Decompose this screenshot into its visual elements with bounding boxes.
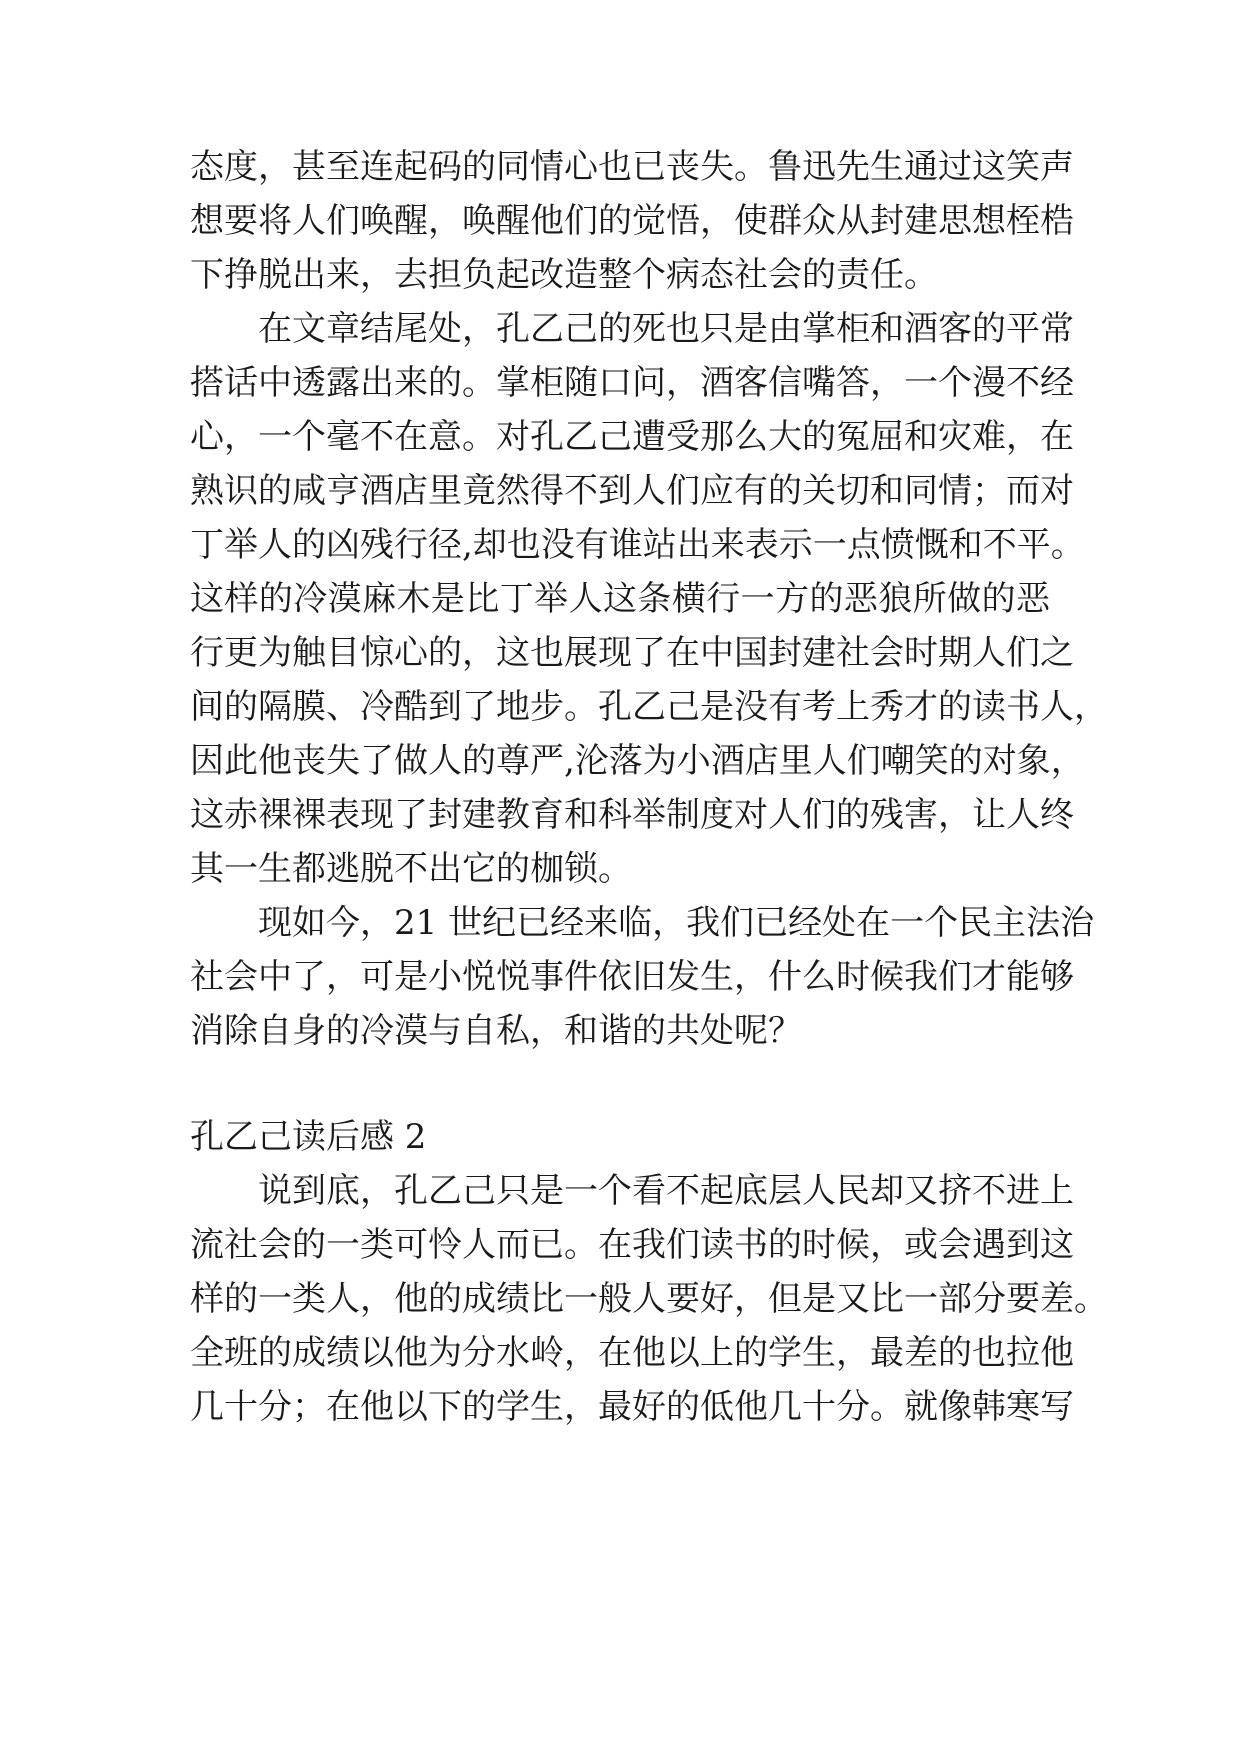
paragraph-line: 流社会的一类可怜人而已。在我们读书的时候，或会遇到这 [190, 1225, 1074, 1265]
paragraph-line: 搭话中透露出来的。掌柜随口问，酒客信嘴答，一个漫不经 [190, 363, 1074, 403]
paragraph-line: 间的隔膜、冷酷到了地步。孔乙己是没有考上秀才的读书人， [190, 687, 1108, 727]
paragraph-line: 说到底，孔乙己只是一个看不起底层人民却又挤不进上 [258, 1171, 1074, 1211]
paragraph-line: 社会中了，可是小悦悦事件依旧发生，什么时候我们才能够 [190, 957, 1074, 997]
paragraph-line: 全班的成绩以他为分水岭，在他以上的学生，最差的也拉他 [190, 1333, 1074, 1373]
paragraph-line: 几十分；在他以下的学生，最好的低他几十分。就像韩寒写 [190, 1387, 1074, 1427]
paragraph-line: 这样的冷漠麻木是比丁举人这条横行一方的恶狼所做的恶 [190, 579, 1050, 619]
paragraph-line: 消除自身的冷漠与自私，和谐的共处呢？ [190, 1011, 802, 1051]
paragraph-line: 心，一个毫不在意。对孔乙己遭受那么大的冤屈和灾难，在 [190, 417, 1074, 457]
paragraph-line: 想要将人们唤醒，唤醒他们的觉悟，使群众从封建思想桎梏 [190, 201, 1074, 241]
paragraph-line: 在文章结尾处，孔乙己的死也只是由掌柜和酒客的平常 [258, 309, 1074, 349]
paragraph-line: 行更为触目惊心的，这也展现了在中国封建社会时期人们之 [190, 633, 1074, 673]
section-heading: 孔乙己读后感 2 [190, 1117, 427, 1157]
paragraph-line: 熟识的咸亨酒店里竟然得不到人们应有的关切和同情；而对 [190, 471, 1074, 511]
paragraph-line: 现如今，21 世纪已经来临，我们已经处在一个民主法治 [258, 903, 1095, 943]
paragraph-line: 丁举人的凶残行径,却也没有谁站出来表示一点愤慨和不平。 [190, 525, 1085, 565]
paragraph-line: 态度，甚至连起码的同情心也已丧失。鲁迅先生通过这笑声 [190, 147, 1074, 187]
paragraph-line: 因此他丧失了做人的尊严,沦落为小酒店里人们嘲笑的对象， [190, 741, 1085, 781]
paragraph-line: 样的一类人，他的成绩比一般人要好，但是又比一部分要差。 [190, 1279, 1108, 1319]
paragraph-line: 其一生都逃脱不出它的枷锁。 [190, 849, 632, 889]
paragraph-line: 这赤裸裸表现了封建教育和科举制度对人们的残害，让人终 [190, 795, 1074, 835]
paragraph-line: 下挣脱出来，去担负起改造整个病态社会的责任。 [190, 255, 938, 295]
